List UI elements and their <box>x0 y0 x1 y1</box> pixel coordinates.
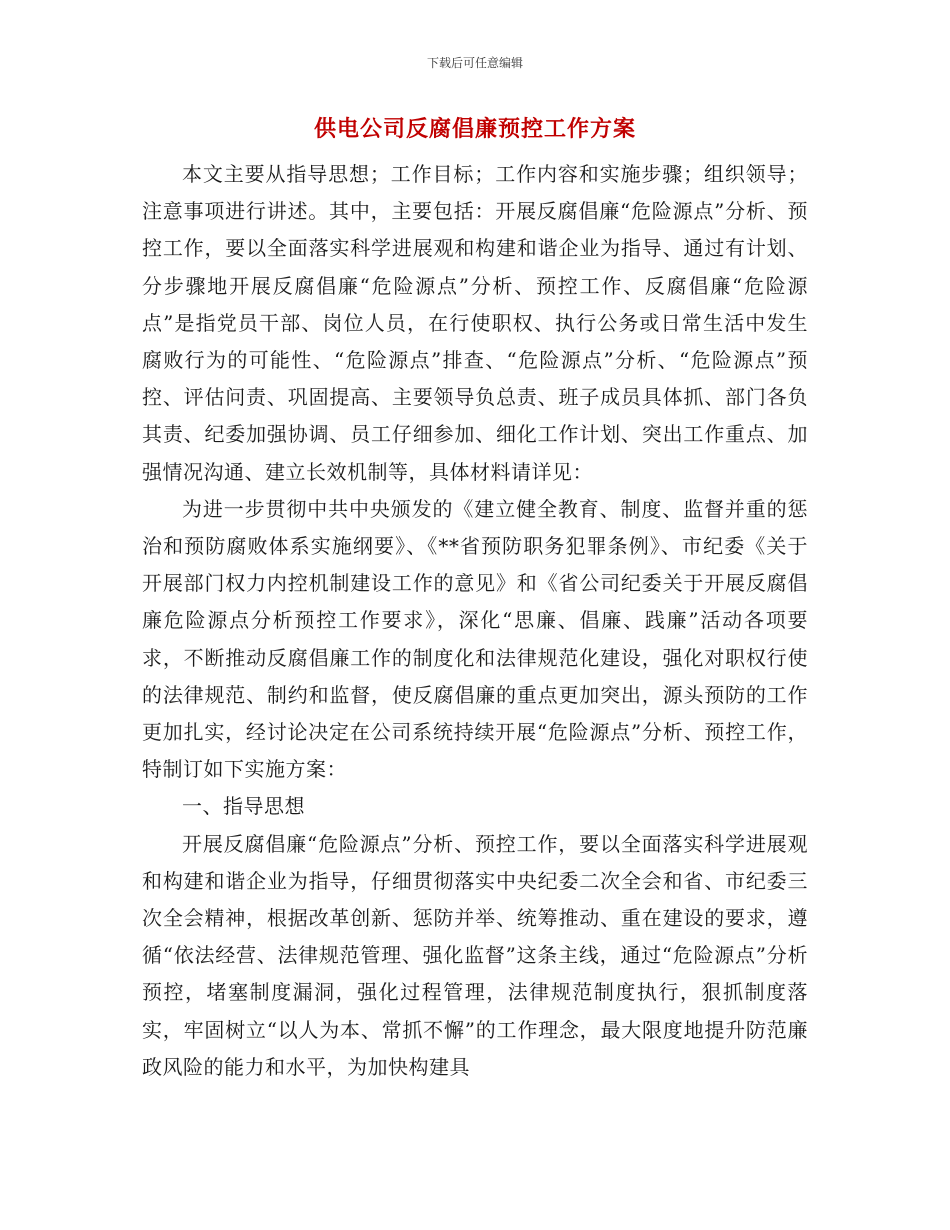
paragraph-intro: 本文主要从指导思想；工作目标；工作内容和实施步骤；组织领导；注意事项进行讲述。其中，主要包括：开展反腐倡廉“危险源点”分析、预控工作，要以全面落实科学进展观和构建和谐企业为指导、通过有计划、分步骤地开展反腐倡廉“危险源点”分析、预控工作、反腐倡廉“危险源点”是指党员干部、岗位人员，在行使职权、执行公务或日常生活中发生腐败行为的可能性、“危险源点”排查、“危险源点”分析、“危险源点”预控、评估问责、巩固提高、主要领导负总责、班子成员具体抓、部门各负其责、纪委加强协调、员工仔细参加、细化工作计划、突出工作重点、加强情况沟通、建立长效机制等，具体材料请详见： <box>142 162 808 484</box>
header-note: 下载后可任意编辑 <box>426 56 523 70</box>
section-heading-guiding-ideology: 一、指导思想 <box>182 794 305 819</box>
paragraph-guiding-ideology: 开展反腐倡廉“危险源点”分析、预控工作，要以全面落实科学进展观和构建和谐企业为指导，仔细贯彻落实中央纪委二次全会和省、市纪委三次全会精神，根据改革创新、惩防并举、统筹推动、重在建设的要求，遵循“依法经营、法律规范管理、强化监督”这条主线，通过“危险源点”分析预控，堵塞制度漏洞，强化过程管理，法律规范制度执行，狠抓制度落实，牢固树立“以人为本、常抓不懈”的工作理念，最大限度地提升防范廉政风险的能力和水平，为加快构建具 <box>142 831 808 1079</box>
paragraph-purpose: 为进一步贯彻中共中央颁发的《建立健全教育、制度、监督并重的惩治和预防腐败体系实施纲要》、《**省预防职务犯罪条例》、市纪委《关于开展部门权力内控机制建设工作的意见》和《省公司纪委关于开展反腐倡廉危险源点分析预控工作要求》，深化“思廉、倡廉、践廉”活动各项要求，不断推动反腐倡廉工作的制度化和法律规范化建设，强化对职权行使的法律规范、制约和监督，使反腐倡廉的重点更加突出，源头预防的工作更加扎实，经讨论决定在公司系统持续开展“危险源点”分析、预控工作，特制订如下实施方案： <box>142 496 808 782</box>
document-title: 供电公司反腐倡廉预控工作方案 <box>313 116 636 142</box>
document-body <box>142 156 808 1086</box>
